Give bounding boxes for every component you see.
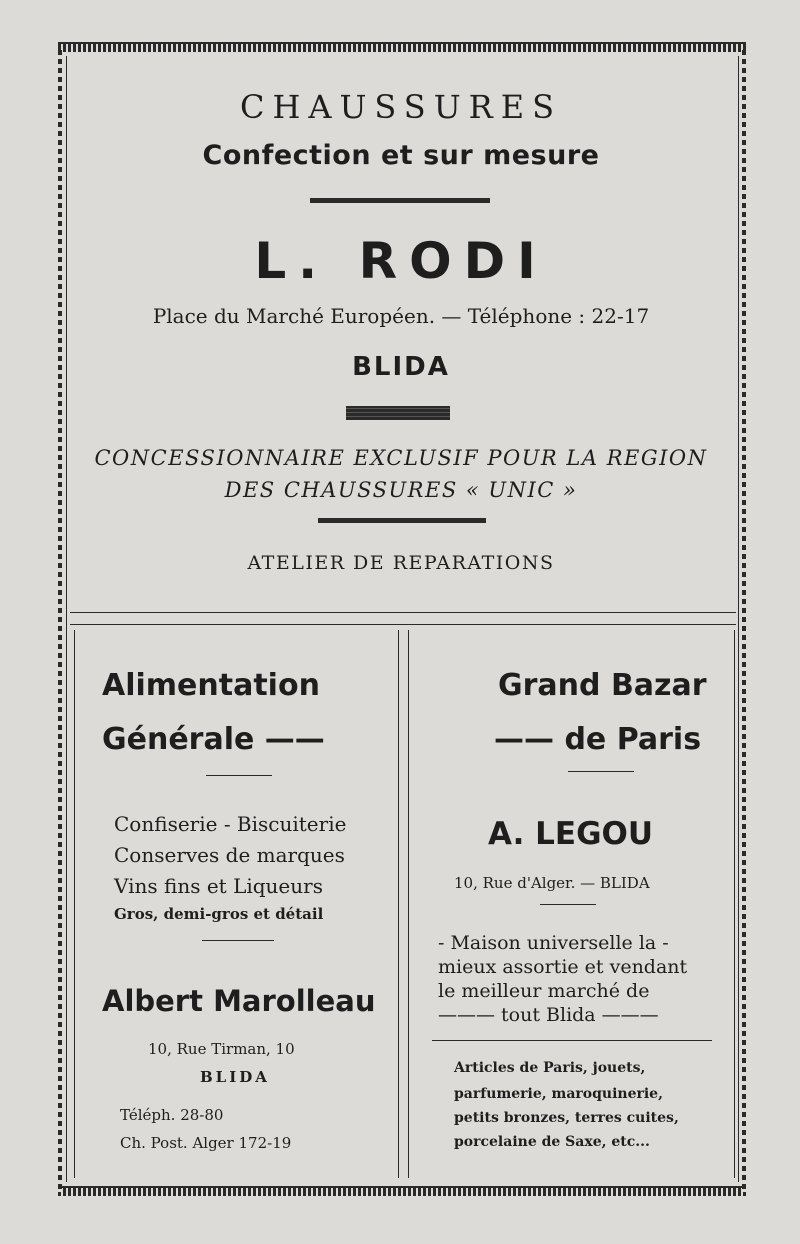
shoes-heading: CHAUSSURES <box>239 88 563 126</box>
small-rule <box>206 775 272 776</box>
top-ornamental-border <box>58 42 746 52</box>
marolleau-phone: Téléph. 28-80 <box>120 1106 224 1124</box>
articles-line: Articles de Paris, jouets, <box>454 1060 646 1076</box>
left-inner-rule <box>66 56 67 1182</box>
merchant-name-marolleau: Albert Marolleau <box>102 984 376 1018</box>
alimentation-heading-2: Générale —— <box>102 722 325 757</box>
column-divider <box>398 630 399 1178</box>
shoes-subheading: Confection et sur mesure <box>202 140 600 171</box>
concession-line-1: CONCESSIONNAIRE EXCLUSIF POUR LA REGION <box>94 446 708 470</box>
right-box-rule <box>734 630 735 1178</box>
marolleau-address: 10, Rue Tirman, 10 <box>148 1040 295 1058</box>
small-rule <box>540 904 596 905</box>
small-rule <box>202 940 274 941</box>
column-divider <box>408 630 409 1178</box>
slogan-line: mieux assortie et vendant <box>438 956 688 978</box>
workshop-line: ATELIER DE REPARATIONS <box>247 552 555 574</box>
concession-line-2: DES CHAUSSURES « UNIC » <box>224 478 578 502</box>
right-inner-rule <box>738 56 739 1182</box>
product-line: Vins fins et Liqueurs <box>114 874 323 898</box>
articles-line: parfumerie, maroquinerie, <box>454 1086 663 1102</box>
right-ornamental-border <box>742 50 746 1192</box>
ornament-rule <box>310 198 490 203</box>
ornament-rule <box>318 518 486 523</box>
marolleau-postal-account: Ch. Post. Alger 172-19 <box>120 1134 292 1152</box>
trade-line: Gros, demi-gros et détail <box>114 905 324 923</box>
slogan-line: le meilleur marché de <box>438 980 650 1002</box>
slogan-line: ——— tout Blida ——— <box>438 1004 659 1026</box>
bottom-ornamental-border <box>58 1186 746 1196</box>
small-rule <box>568 771 634 772</box>
articles-line: petits bronzes, terres cuites, <box>454 1110 679 1126</box>
merchant-name-legou: A. LEGOU <box>488 816 654 852</box>
bazar-heading-2: —— de Paris <box>494 722 702 757</box>
merchant-name-rodi: L. RODI <box>254 232 548 290</box>
alimentation-heading-1: Alimentation <box>102 668 320 703</box>
legou-address: 10, Rue d'Alger. — BLIDA <box>454 874 650 892</box>
marolleau-city: BLIDA <box>200 1068 270 1086</box>
articles-line: porcelaine de Saxe, etc... <box>454 1134 650 1150</box>
slogan-divider <box>432 1040 712 1041</box>
product-line: Confiserie - Biscuiterie <box>114 812 347 836</box>
bazar-heading-1: Grand Bazar <box>498 668 707 703</box>
left-box-rule <box>74 630 75 1178</box>
rodi-city: BLIDA <box>352 352 450 382</box>
rodi-address: Place du Marché Européen. — Téléphone : 22-17 <box>152 304 650 328</box>
left-ornamental-border <box>58 50 62 1192</box>
slogan-line: - Maison universelle la - <box>438 932 669 954</box>
product-line: Conserves de marques <box>114 843 345 867</box>
ornament-bar <box>346 406 450 420</box>
section-divider <box>70 624 736 625</box>
section-divider <box>70 612 736 613</box>
